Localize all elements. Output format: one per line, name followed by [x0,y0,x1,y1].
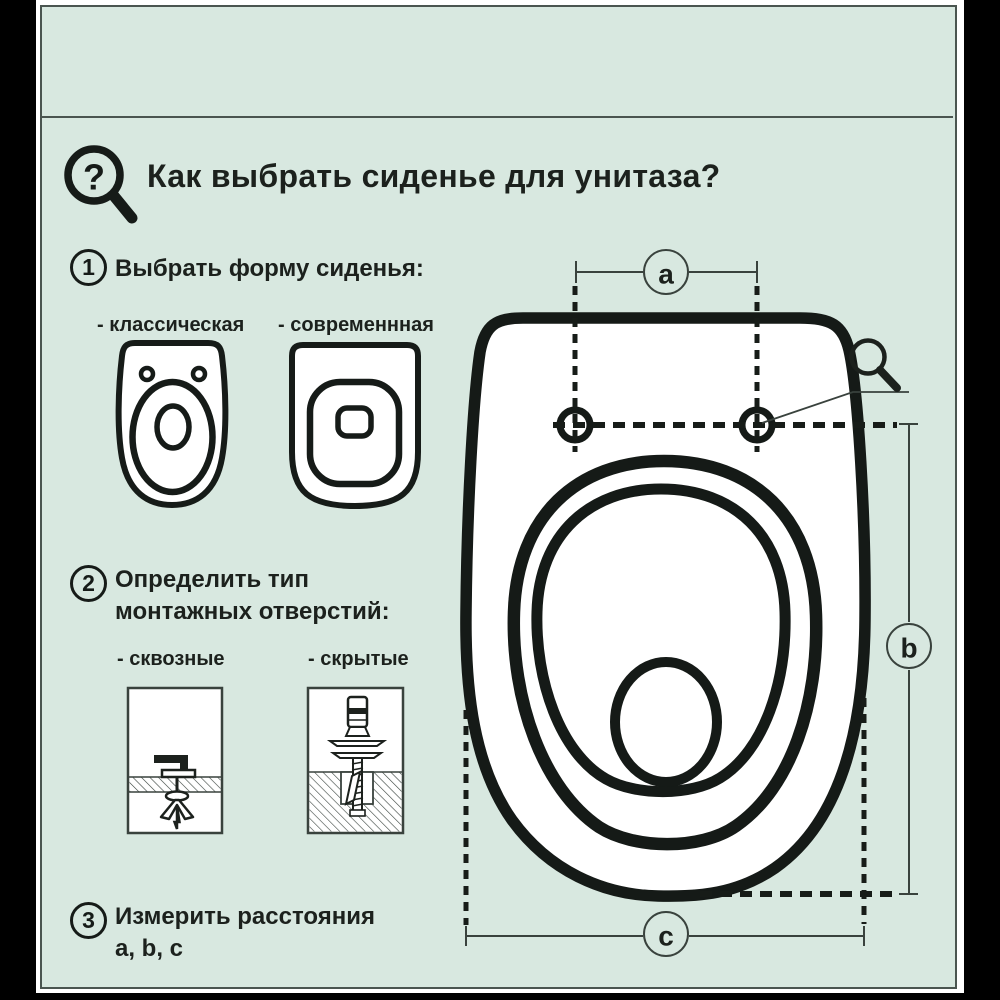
step-3-title-line1: Измерить расстояния [115,903,376,930]
option-modern-label: - современнная [278,314,434,336]
through-mount-drawing [124,684,226,836]
seat-water-oval [615,662,717,782]
header-divider-line [42,116,953,118]
step-3-title-line2: a, b, c [115,935,184,962]
modern-seat-shape [283,338,425,513]
dimension-a-label: a [658,258,674,290]
dimension-c-label: c [658,920,674,952]
classic-hinge-hole-left [141,368,153,380]
dimension-a [576,250,757,294]
classic-hinge-hole-right [193,368,205,380]
step-1-title: Выбрать форму сиденья: [115,255,424,282]
question-mark-glyph: ? [83,156,105,198]
step-1-number: 1 [70,249,107,286]
step-2-number: 2 [70,565,107,602]
right-black-border [964,0,1000,1000]
dimension-b [887,424,931,894]
step-2-title-line1: Определить тип [115,566,309,593]
dimension-b-label: b [900,632,918,664]
seat-measurement-diagram [440,235,960,980]
classic-seat-shape [100,335,240,515]
left-black-border [0,0,36,1000]
option-classic-label: - классическая [97,314,245,336]
hidden-mount-drawing [304,684,407,836]
magnifier-question-icon [57,138,145,233]
step-2-title-line2: монтажных отверстий: [115,598,390,625]
page-title: Как выбрать сиденье для унитаза? [147,158,721,194]
step-3-number: 3 [70,902,107,939]
option-hidden-label: - скрытые [308,648,409,670]
dimension-c [466,912,864,956]
option-through-label: - сквозные [117,648,225,670]
bottom-black-border [0,993,1000,1000]
